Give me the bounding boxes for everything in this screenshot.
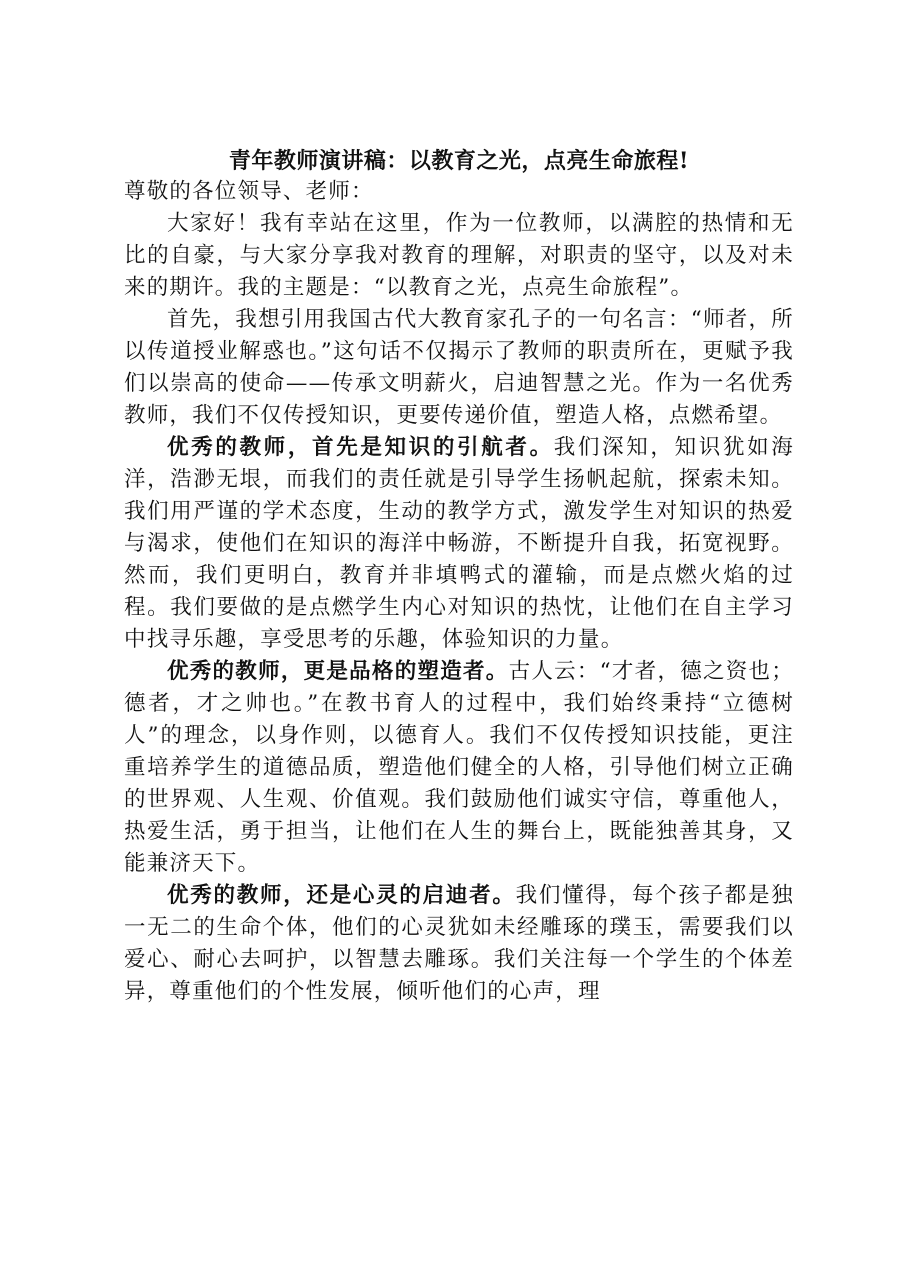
paragraph-text: 我们懂得，每个孩子都是独一无二的生命个体，他们的心灵犹如未经雕琢的璞玉，需要我们以爱心、耐心去呵护，以智慧去雕琢。我们关注每一个学生的个体差异，尊重他们的个性发展，倾听他们的心声，理 <box>124 883 794 1004</box>
paragraph-character-shaper <box>124 656 794 880</box>
paragraph-confucius-quote <box>124 304 794 432</box>
paragraph-lead: 优秀的教师，首先是知识的引航者。 <box>167 435 554 460</box>
paragraph-text: 我们深知，知识犹如海洋，浩渺无垠，而我们的责任就是引导学生扬帆起航，探索未知。我们用严谨的学术态度，生动的教学方式，激发学生对知识的热爱与渴求，使他们在知识的海洋中畅游，不断提升自我，拓宽视野。然而，我们更明白，教育并非填鸭式的灌输，而是点燃火焰的过程。我们要做的是点燃学生内心对知识的热忱，让他们在自主学习中找寻乐趣，享受思考的乐趣，体验知识的力量。 <box>124 435 794 652</box>
document-page <box>124 146 794 1008</box>
paragraph-greeting <box>124 208 794 304</box>
paragraph-text: 首先，我想引用我国古代大教育家孔子的一句名言：“师者，所以传道授业解惑也。”这句话不仅揭示了教师的职责所在，更赋予我们以崇高的使命——传承文明薪火，启迪智慧之光。作为一名优秀教师，我们不仅传授知识，更要传递价值，塑造人格，点燃希望。 <box>124 307 794 428</box>
paragraph-soul-enlightener <box>124 880 794 1008</box>
paragraph-lead: 优秀的教师，更是品格的塑造者。 <box>167 659 509 684</box>
paragraph-knowledge-guide <box>124 432 794 656</box>
paragraph-text: 古人云：“才者，德之资也；德者，才之帅也。”在教书育人的过程中，我们始终秉持“立德树人”的理念，以身作则，以德育人。我们不仅传授知识技能，更注重培养学生的道德品质，塑造他们健全的人格，引导他们树立正确的世界观、人生观、价值观。我们鼓励他们诚实守信，尊重他人，热爱生活，勇于担当，让他们在人生的舞台上，既能独善其身，又能兼济天下。 <box>124 659 794 876</box>
salutation: 尊敬的各位领导、老师： <box>124 179 374 204</box>
paragraph-text: 大家好！我有幸站在这里，作为一位教师，以满腔的热情和无比的自豪，与大家分享我对教育的理解，对职责的坚守，以及对未来的期许。我的主题是：“以教育之光，点亮生命旅程”。 <box>124 211 794 300</box>
document-title: 青年教师演讲稿：以教育之光，点亮生命旅程! <box>228 148 690 174</box>
paragraph-lead: 优秀的教师，还是心灵的启迪者。 <box>167 883 516 908</box>
